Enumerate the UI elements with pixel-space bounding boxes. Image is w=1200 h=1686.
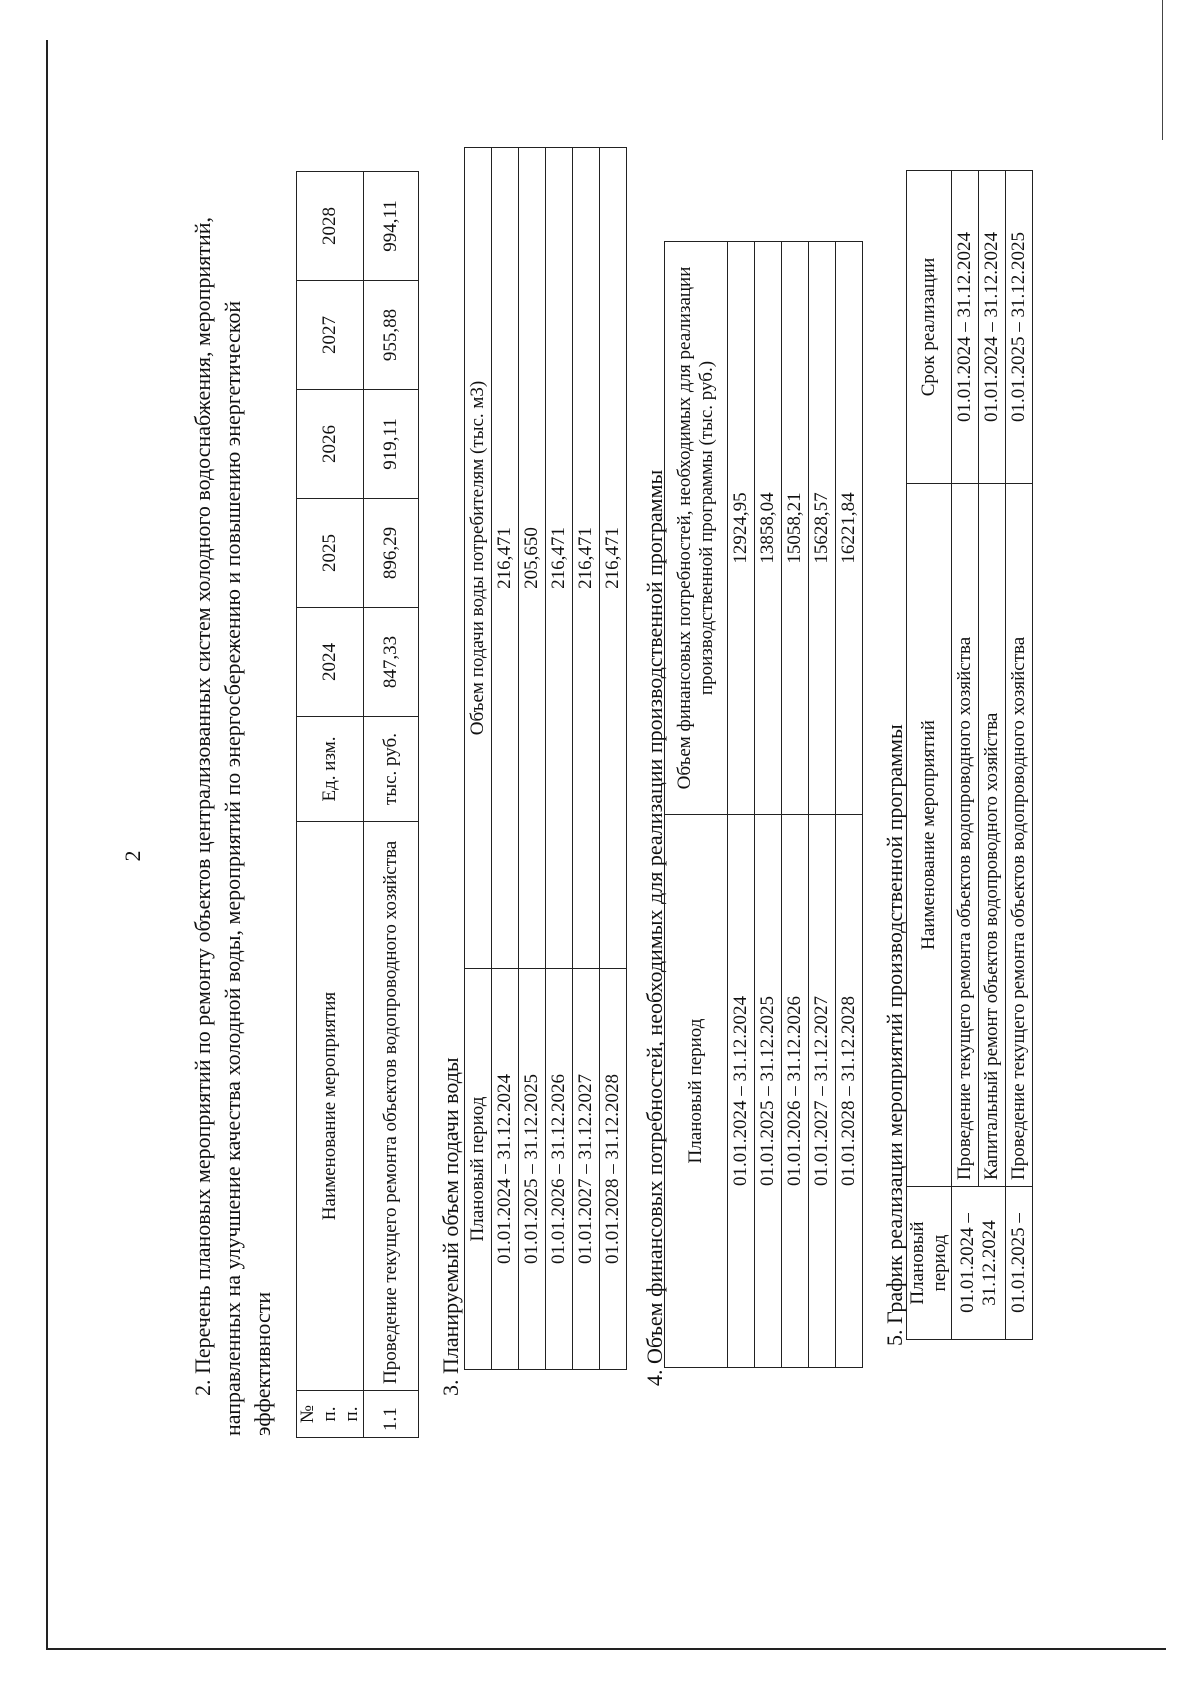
table-header-row xyxy=(665,242,728,1368)
header-2026: 2026 xyxy=(297,390,364,499)
cell-value: 205,650 xyxy=(519,148,546,969)
header-term: Срок реализации xyxy=(907,171,952,484)
section3-table xyxy=(464,147,627,1370)
cell-period: 01.01.2026 – 31.12.2026 xyxy=(546,969,573,1370)
header-volume: Объем подачи воды потребителям (тыс. м3) xyxy=(465,148,492,969)
page-number: 2 xyxy=(120,850,145,862)
header-num: № п. п. xyxy=(297,1391,364,1438)
table-header-row xyxy=(907,171,952,1340)
header-period: Плановый период xyxy=(465,969,492,1370)
cell-period: 01.01.2024 – 31.12.2024 xyxy=(492,969,519,1370)
section5-title: 5. График реализации мероприятий производственной программы xyxy=(882,724,907,1346)
cell-2026: 919,11 xyxy=(364,390,419,499)
cell-period: 01.01.2025 – 31.12.2025 xyxy=(519,969,546,1370)
table-row xyxy=(836,242,863,1368)
section5-table xyxy=(906,170,1033,1340)
cell-value: 15628,57 xyxy=(809,242,836,815)
header-name: Наименование мероприятия xyxy=(297,822,364,1391)
table-row xyxy=(519,148,546,1370)
cell-period: 01.01.2027 – 31.12.2027 xyxy=(809,815,836,1368)
table-row xyxy=(809,242,836,1368)
table-row xyxy=(728,242,755,1368)
header-2024: 2024 xyxy=(297,608,364,717)
table-row xyxy=(952,171,979,1340)
section2-title: 2. Перечень плановых мероприятий по ремонту объектов централизованных систем холодного водоснабжения, мероприятий, направленных на улучшение качества холодной воды, мероприятий по энергосбережению и повышению энергетической эффективности xyxy=(190,217,275,1436)
section3-title: 3. Планируемый объем подачи воды xyxy=(438,1057,463,1396)
cell-period: 01.01.2025 – xyxy=(1006,1187,1033,1340)
cell-value: 16221,84 xyxy=(836,242,863,815)
table-row xyxy=(979,171,1006,1340)
table-row xyxy=(600,148,627,1370)
header-2025: 2025 xyxy=(297,499,364,608)
cell-period: 01.01.2026 – 31.12.2026 xyxy=(782,815,809,1368)
header-period: Плановый период xyxy=(665,815,728,1368)
table-header-row xyxy=(465,148,492,1370)
cell-period: 01.01.2028 – 31.12.2028 xyxy=(600,969,627,1370)
cell-2025: 896,29 xyxy=(364,499,419,608)
cell-name: Проведение текущего ремонта объектов водопроводного хозяйства xyxy=(952,484,979,1187)
table-header-row xyxy=(297,172,364,1438)
cell-period: 01.01.2025 – 31.12.2025 xyxy=(755,815,782,1368)
cell-2024: 847,33 xyxy=(364,608,419,717)
cell-period: 01.01.2027 – 31.12.2027 xyxy=(573,969,600,1370)
cell-period: 01.01.2028 – 31.12.2028 xyxy=(836,815,863,1368)
cell-value: 12924,95 xyxy=(728,242,755,815)
cell-period: 01.01.2024 – 31.12.2024 xyxy=(728,815,755,1368)
cell-2028: 994,11 xyxy=(364,172,419,281)
cell-period: 01.01.2024 – 31.12.2024 xyxy=(952,1187,1006,1340)
cell-value: 216,471 xyxy=(600,148,627,969)
cell-2027: 955,88 xyxy=(364,281,419,390)
cell-num: 1.1 xyxy=(364,1391,419,1438)
table-row xyxy=(546,148,573,1370)
cell-term: 01.01.2025 – 31.12.2025 xyxy=(1006,171,1033,484)
cell-value: 216,471 xyxy=(546,148,573,969)
table-row xyxy=(492,148,519,1370)
table-row xyxy=(782,242,809,1368)
header-volume: Объем финансовых потребностей, необходимых для реализации производственной программы (тыс. руб.) xyxy=(665,242,728,815)
section2-table xyxy=(296,171,419,1438)
table-row xyxy=(364,172,419,1438)
cell-value: 216,471 xyxy=(492,148,519,969)
table-row xyxy=(573,148,600,1370)
section4-title: 4. Объем финансовых потребностей, необходимых для реализации производственной программы xyxy=(642,469,667,1386)
cell-term: 01.01.2024 – 31.12.2024 xyxy=(952,171,979,484)
table-row xyxy=(755,242,782,1368)
cell-value: 216,471 xyxy=(573,148,600,969)
cell-name: Проведение текущего ремонта объектов водопроводного хозяйства xyxy=(364,822,419,1391)
header-name: Наименование мероприятий xyxy=(907,484,952,1187)
table-row xyxy=(1006,171,1033,1340)
cell-value: 13858,04 xyxy=(755,242,782,815)
header-unit: Ед. изм. xyxy=(297,717,364,822)
cell-term: 01.01.2024 – 31.12.2024 xyxy=(979,171,1006,484)
header-2027: 2027 xyxy=(297,281,364,390)
cell-name: Капитальный ремонт объектов водопроводного хозяйства xyxy=(979,484,1006,1187)
section4-table xyxy=(664,241,863,1368)
cell-unit: тыс. руб. xyxy=(364,717,419,822)
cell-name: Проведение текущего ремонта объектов водопроводного хозяйства xyxy=(1006,484,1033,1187)
cell-value: 15058,21 xyxy=(782,242,809,815)
header-period: Плановый период xyxy=(907,1187,952,1340)
header-2028: 2028 xyxy=(297,172,364,281)
